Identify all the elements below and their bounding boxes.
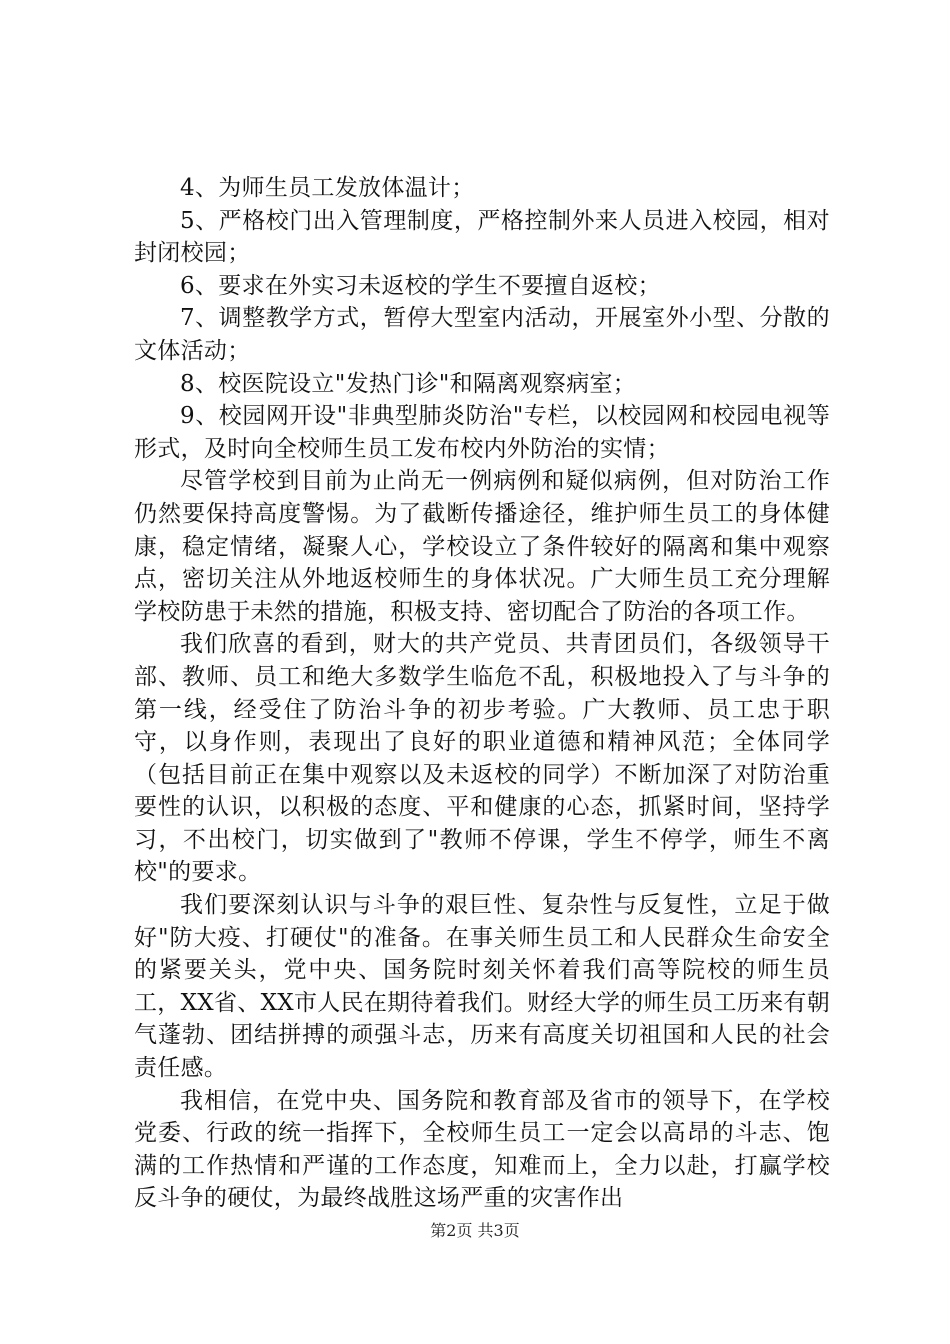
paragraph-community-response: 我们欣喜的看到，财大的共产党员、共青团员们，各级领导干部、教师、员工和绝大多数学生临危不乱，积极地投入了与斗争的第一线，经受住了防治斗争的初步考验。广大教师、员工忠于职守，以身作则，表现出了良好的职业道德和精神风范；全体同学（包括目前正在集中观察以及未返校的同学）不断加深了对防治重要性的认识，以积极的态度、平和健康的心态，抓紧时间，坚持学习，不出校门，切实做到了"教师不停课，学生不停学，师生不离校"的要求。 — [134, 631, 830, 886]
paragraph-item-8: 8、校医院设立"发热门诊"和隔离观察病室； — [180, 370, 637, 397]
document-body — [134, 172, 830, 1215]
paragraph-item-4: 4、为师生员工发放体温计； — [180, 175, 475, 201]
paragraph-item-9: 9、校园网开设"非典型肺炎防治"专栏，以校园网和校园电视等形式，及时向全校师生员工发布校内外防治的实情； — [134, 403, 830, 462]
paragraph-closing-confidence: 我相信，在党中央、国务院和教育部及省市的领导下，在学校党委、行政的统一指挥下，全校师生员工一定会以高昂的斗志、饱满的工作热情和严谨的工作态度，知难而上，全力以赴，打赢学校反斗争的硬仗，为最终战胜这场严重的灾害作出 — [134, 1087, 830, 1212]
page-number-footer: 第2页 共3页 — [430, 1221, 520, 1240]
paragraph-item-6: 6、要求在外实习未返校的学生不要擅自返校； — [180, 272, 661, 299]
paragraph-item-7: 7、调整教学方式，暂停大型室内活动，开展室外小型、分散的文体活动； — [134, 305, 830, 364]
paragraph-item-5: 5、严格校门出入管理制度，严格控制外来人员进入校园，相对封闭校园； — [134, 207, 830, 267]
paragraph-struggle-awareness: 我们要深刻认识与斗争的艰巨性、复杂性与反复性，立足于做好"防大疫、打硬仗"的准备。在事关师生员工和人民群众生命安全的紧要关头，党中央、国务院时刻关怀着我们高等院校的师生员工，XX省、XX市人民在期待着我们。财经大学的师生员工历来有朝气蓬勃、团结拼搏的顽强斗志，历来有高度关切祖国和人民的社会责任感。 — [134, 892, 830, 1082]
paragraph-prevention-status: 尽管学校到目前为止尚无一例病例和疑似病例，但对防治工作仍然要保持高度警惕。为了截断传播途径，维护师生员工的身体健康，稳定情绪，凝聚人心，学校设立了条件较好的隔离和集中观察点，密切关注从外地返校师生的身体状况。广大师生员工充分理解学校防患于未然的措施，积极支持、密切配合了防治的各项工作。 — [134, 468, 830, 625]
